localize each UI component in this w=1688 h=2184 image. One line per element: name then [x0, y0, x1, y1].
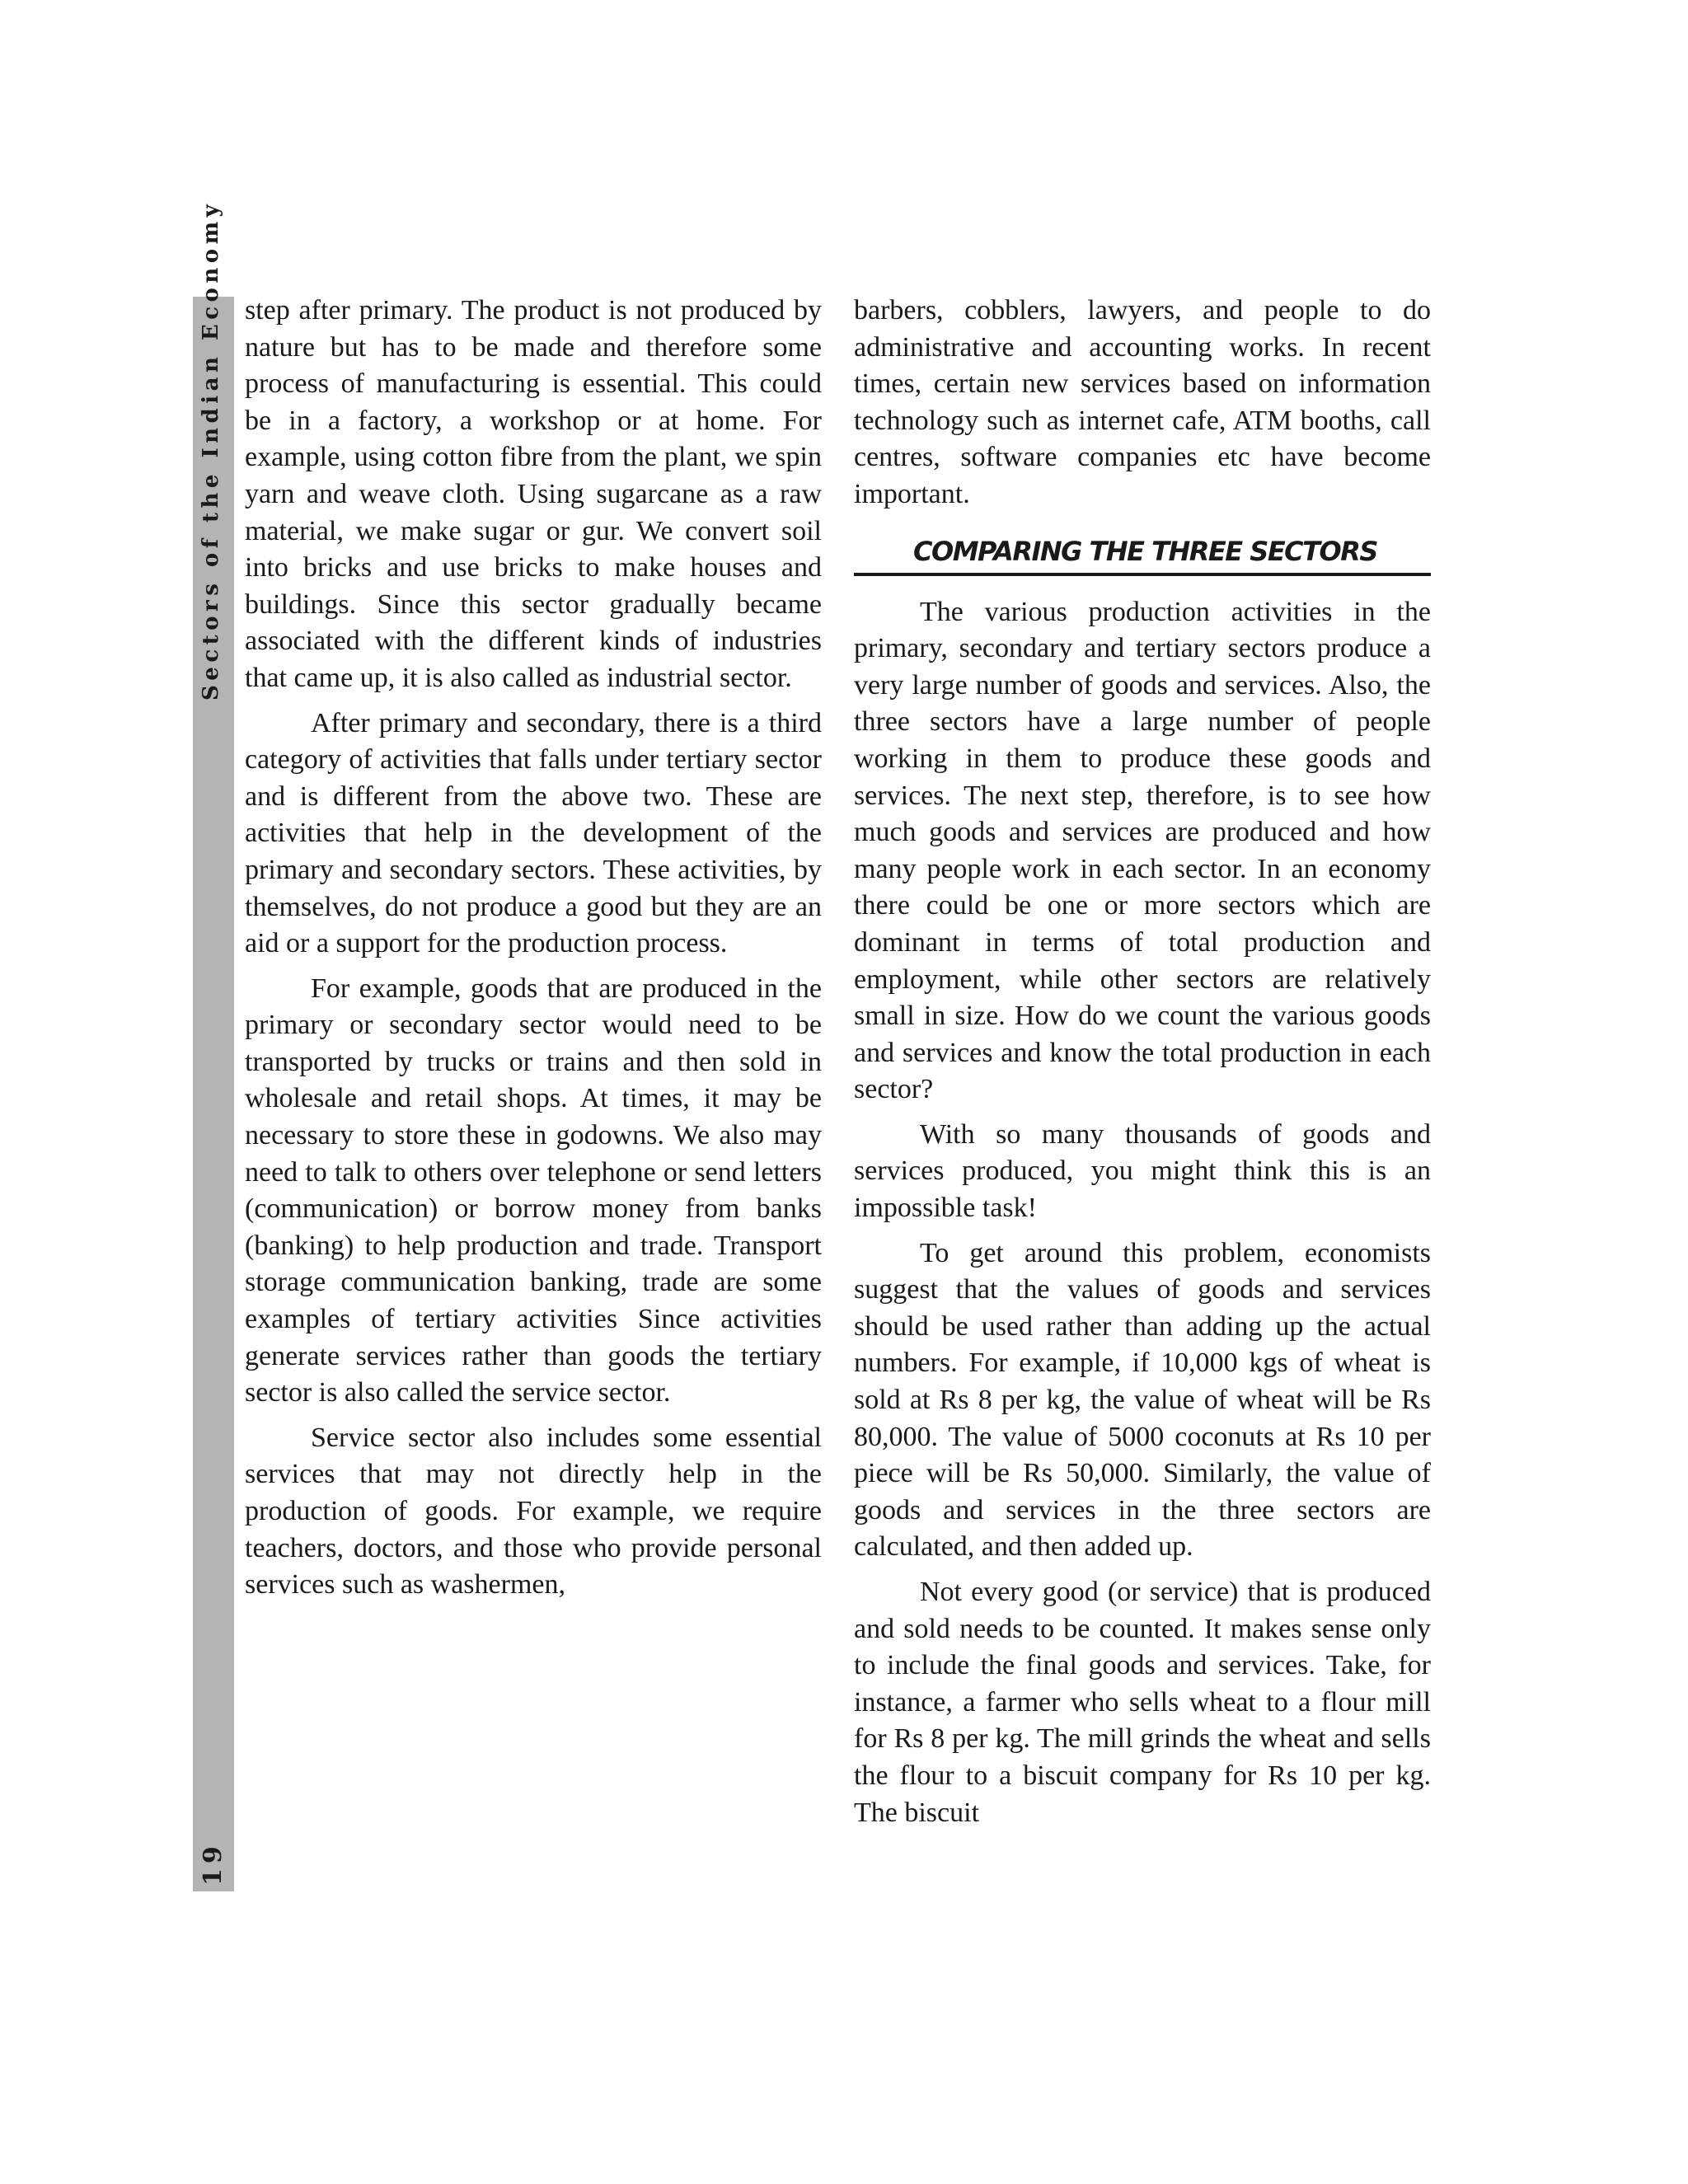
page-number-text: 19 [199, 1841, 227, 1886]
left-column [245, 293, 822, 1612]
paragraph: step after primary. The product is not produced by nature but has to be made and therefore some process of manufacturing is essential. This could be in a factory, a workshop or at home. For example, using cotton fibre from the plant, we spin yarn and weave cloth. Using sugarcane as a raw material, we make sugar or gur. We convert soil into bricks and use bricks to make houses and buildings. Since this sector gradually became associated with the different kinds of industries that came up, it is also called as industrial sector. [245, 295, 822, 693]
paragraph: To get around this problem, economists suggest that the values of goods and services should be used rather than adding up the actual numbers. For example, if 10,000 kgs of wheat is sold at Rs 8 per kg, the value of wheat will be Rs 80,000. The value of 5000 coconuts at Rs 10 per piece will be Rs 50,000. Similarly, the value of goods and services in the three sectors are calculated, and then added up. [854, 1237, 1431, 1563]
running-head-text: Sectors of the Indian Economy [199, 199, 223, 701]
paragraph: Service sector also includes some essential services that may not directly help in the production of goods. For example, we require teachers, doctors, and those who provide personal services such as washermen, [245, 1422, 822, 1601]
paragraph: The various production activities in the primary, secondary and tertiary sectors produce a very large number of goods and services. Also, the three sectors have a large number of people working in them to produce these goods and services. The next step, therefore, is to see how much goods and services are produced and how many people work in each sector. In an economy there could be one or more sectors which are dominant in terms of total production and employment, while other sectors are relatively small in size. How do we count the various goods and services and know the total production in each sector? [854, 596, 1431, 1105]
paragraph: With so many thousands of goods and services produced, you might think this is an impossible task! [854, 1118, 1431, 1224]
paragraph: After primary and secondary, there is a third category of activities that falls under tertiary sector and is different from the above two. These are activities that help in the development of the primary and secondary sectors. These activities, by themselves, do not produce a good but they are an aid or a support for the production process. [245, 707, 822, 959]
paragraph: Not every good (or service) that is produced and sold needs to be counted. It makes sense only to include the final goods and services. Take, for instance, a farmer who sells wheat to a flour mill for Rs 8 per kg. The mill grinds the wheat and sells the flour to a biscuit company for Rs 10 per kg. The biscuit [854, 1577, 1431, 1828]
paragraph: barbers, cobblers, lawyers, and people to do administrative and accounting works. In recent times, certain new services based on information technology such as internet cafe, ATM booths, call centres, software companies etc have become important. [854, 295, 1431, 509]
right-column [854, 293, 1431, 1840]
section-heading: COMPARING THE THREE SECTORS [854, 533, 1431, 576]
paragraph: For example, goods that are produced in the primary or secondary sector would need to be transported by trucks or trains and then sold in wholesale and retail shops. At times, it may be necessary to store these in godowns. We also may need to talk to others over telephone or send letters (communication) or borrow money from banks (banking) to help production and trade. Transport storage communication banking, trade are some examples of tertiary activities Since activities generate services rather than goods the tertiary sector is also called the service sector. [245, 972, 822, 1408]
